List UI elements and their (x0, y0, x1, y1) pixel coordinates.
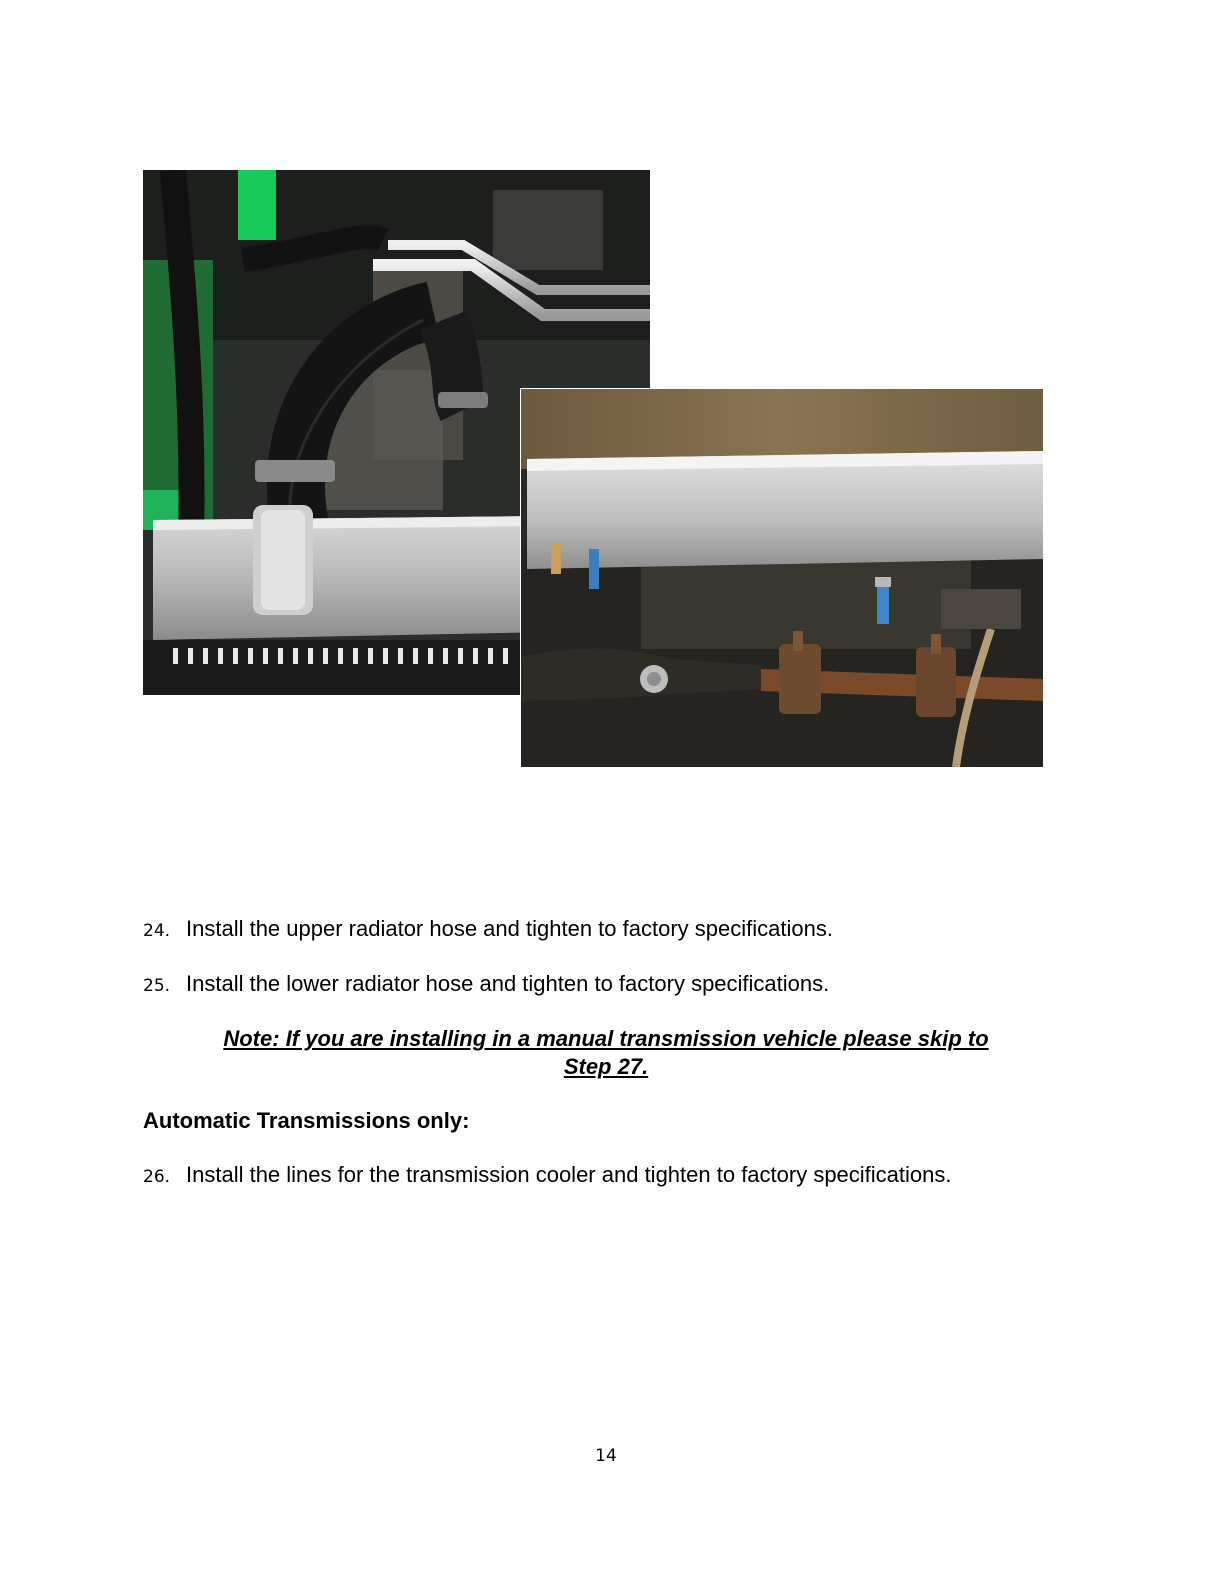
instruction-step (143, 1162, 1103, 1190)
page-number: 14 (595, 1446, 617, 1466)
step-text: Install the lines for the transmission cooler and tighten to factory specifications. (186, 1162, 952, 1187)
step-text: Install the lower radiator hose and tighten to factory specifications. (186, 971, 830, 996)
note-line: Step 27. (563, 1054, 649, 1079)
manual-transmission-note (143, 1025, 1069, 1081)
step-text: Install the upper radiator hose and tighten to factory specifications. (186, 916, 833, 941)
instruction-step (143, 971, 1103, 999)
step-number: 24. (143, 921, 171, 941)
section-heading: Automatic Transmissions only: (143, 1108, 470, 1133)
instruction-step (143, 916, 1103, 944)
step-number: 25. (143, 976, 171, 996)
step-number: 26. (143, 1167, 171, 1187)
lower-radiator-mount-photo (521, 389, 1043, 767)
note-line: Note: If you are installing in a manual transmission vehicle please skip to (223, 1026, 989, 1051)
